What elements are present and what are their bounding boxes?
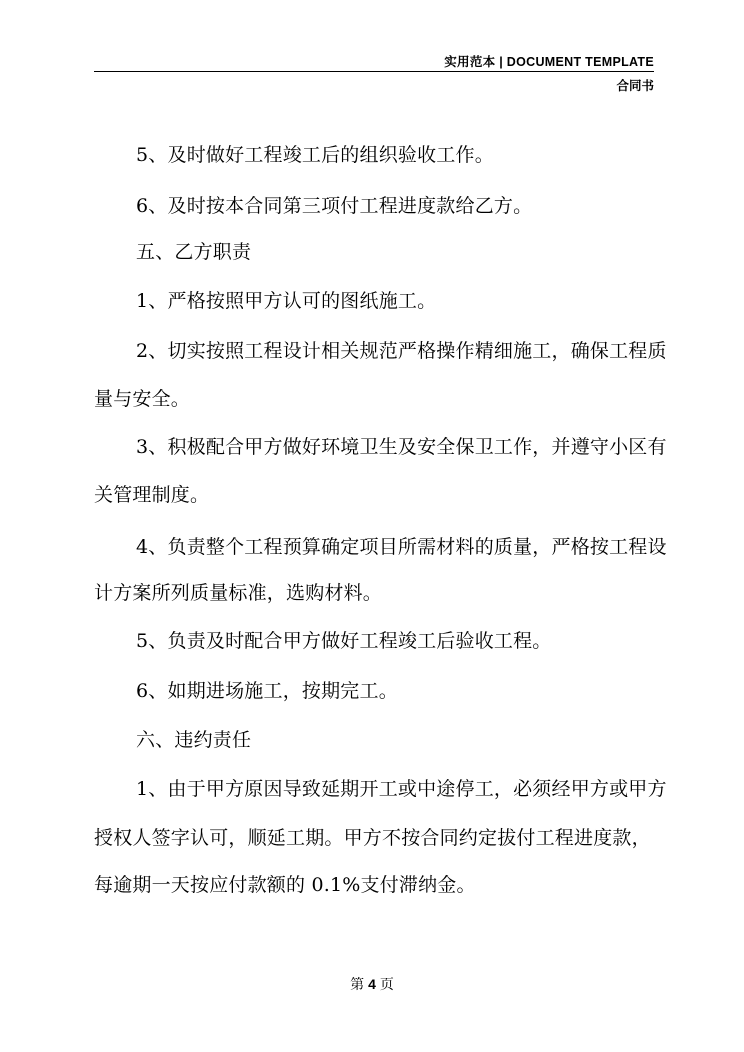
- paragraph-line: 1、由于甲方原因导致延期开工或中途停工，必须经甲方或甲方: [136, 778, 667, 800]
- header-title: 实用范本 | DOCUMENT TEMPLATE: [444, 55, 654, 69]
- paragraph-line: 6、及时按本合同第三项付工程进度款给乙方。: [136, 195, 533, 217]
- footer-prefix: 第: [350, 977, 365, 993]
- section-heading: 六、违约责任: [136, 729, 252, 751]
- paragraph-line: 授权人签字认可，顺延工期。甲方不按合同约定拔付工程进度款，: [94, 827, 651, 849]
- paragraph-line: 5、负责及时配合甲方做好工程竣工后验收工程。: [136, 630, 552, 652]
- section-heading: 五、乙方职责: [136, 241, 252, 263]
- header-rule: [94, 71, 654, 72]
- header-subtitle: 合同书: [616, 79, 654, 93]
- page-header: [94, 52, 654, 92]
- paragraph-line: 4、负责整个工程预算确定项目所需材料的质量，严格按工程设: [136, 536, 667, 558]
- paragraph-line: 1、严格按照甲方认可的图纸施工。: [136, 290, 437, 312]
- paragraph-line: 关管理制度。: [94, 484, 210, 506]
- paragraph-line: 量与安全。: [94, 388, 191, 410]
- paragraph-line: 5、及时做好工程竣工后的组织验收工作。: [136, 144, 494, 166]
- footer-suffix: 页: [379, 977, 394, 993]
- paragraph-line: 6、如期进场施工，按期完工。: [136, 680, 398, 702]
- paragraph-line: 计方案所列质量标准，选购材料。: [94, 582, 383, 604]
- paragraph-line: 2、切实按照工程设计相关规范严格操作精细施工，确保工程质: [136, 340, 667, 362]
- page-number: 4: [368, 976, 376, 992]
- paragraph-line: 每逾期一天按应付款额的 0.1%支付滞纳金。: [94, 874, 476, 896]
- page-footer: [0, 974, 744, 994]
- paragraph-line: 3、积极配合甲方做好环境卫生及安全保卫工作，并遵守小区有: [136, 436, 667, 458]
